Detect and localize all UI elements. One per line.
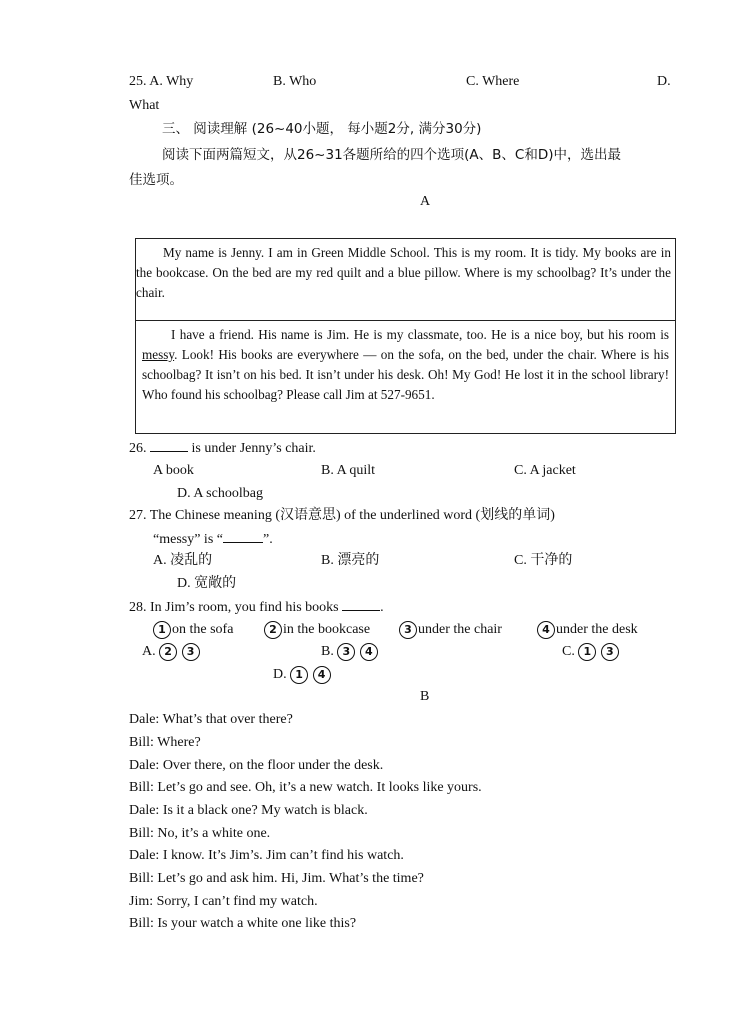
- q25-option-c: C. Where: [466, 74, 520, 89]
- q26-stem: [129, 439, 316, 458]
- option-label: B.: [321, 644, 334, 660]
- section-instruction-line2: 佳选项。: [129, 172, 183, 188]
- q28-item-4: [537, 621, 638, 639]
- circled-number: 1: [153, 621, 171, 639]
- q28-option-d: [273, 666, 332, 684]
- q25-option-b: B. Who: [273, 74, 317, 89]
- section-heading: 三、 阅读理解 (26~40小题， 每小题2分, 满分30分): [162, 121, 482, 137]
- circled-number: 1: [578, 643, 596, 661]
- q28-item-text: under the chair: [418, 622, 502, 638]
- passage-a-box: [135, 238, 676, 434]
- dialogue-line: Jim: Sorry, I can’t find my watch.: [129, 894, 318, 909]
- dialogue-line: Bill: No, it’s a white one.: [129, 826, 271, 841]
- circled-number: 2: [264, 621, 282, 639]
- dialogue-line: Bill: Is your watch a white one like this?: [129, 916, 357, 931]
- q25-number: 25.: [129, 74, 147, 89]
- dialogue-line: Dale: What’s that over there?: [129, 712, 293, 727]
- q27-option-d: D. 宽敞的: [177, 576, 237, 591]
- q27-stem-continued: [153, 530, 273, 549]
- q28-option-c: [562, 643, 620, 661]
- q28-item-3: [399, 621, 502, 639]
- option-label: C.: [562, 644, 575, 660]
- q28-item-text: on the sofa: [172, 622, 234, 638]
- q28-item-text: in the bookcase: [283, 622, 371, 638]
- q28-item-2: [264, 621, 370, 639]
- circled-number: 4: [537, 621, 555, 639]
- passage-a-paragraph-1: My name is Jenny. I am in Green Middle School. This is my room. It is tidy. My books are in the bookcase. On the bed are my red quilt and a blue pillow. Where is my schoolbag? It’s under the chair.: [136, 245, 671, 300]
- dialogue-line: Bill: Let’s go and ask him. Hi, Jim. What’s the time?: [129, 871, 424, 886]
- paragraph-2-start: I have a friend. His name is Jim. He is my classmate, too. He is a nice boy, but his room is: [171, 327, 669, 342]
- q28-stem: [129, 598, 384, 617]
- dialogue-line: Bill: Let’s go and see. Oh, it’s a new watch. It looks like yours.: [129, 780, 482, 795]
- dialogue-line: Dale: Over there, on the floor under the desk.: [129, 758, 384, 773]
- q27-option-c: C. 干净的: [514, 553, 573, 568]
- underlined-word-messy: messy: [142, 347, 175, 362]
- answer-blank: [223, 530, 263, 543]
- circled-number: 4: [360, 643, 378, 661]
- paragraph-2-end: . Look! His books are everywhere — on the sofa, on the bed, under the chair. Where is his schoolbag? It isn’t on his bed. It isn’t under his desk. Oh! My God! He lost it in the school library! Who found his schoolbag? Please call Jim at 527-9651.: [142, 347, 669, 402]
- q28-stem-end: .: [380, 600, 384, 615]
- q28-option-b: [321, 643, 379, 661]
- circled-number: 3: [182, 643, 200, 661]
- q26-number: 26.: [129, 441, 147, 456]
- q26-option-c: C. A jacket: [514, 463, 576, 478]
- passage-b-label: B: [420, 689, 430, 704]
- circled-number: 2: [159, 643, 177, 661]
- circled-number: 4: [313, 666, 331, 684]
- passage-a-paragraph-2: [142, 325, 669, 405]
- q28-item-1: [153, 621, 233, 639]
- q27-option-a: A. 凌乱的: [153, 553, 213, 568]
- q25-option-d-text: What: [129, 98, 160, 113]
- q27-stem: 27. The Chinese meaning (汉语意思) of the underlined word (划线的单词): [129, 508, 555, 523]
- passage-divider: [136, 320, 675, 321]
- q28-option-a: [142, 643, 201, 661]
- q27-stem-start: “messy” is “: [153, 532, 223, 547]
- answer-blank: [150, 439, 188, 452]
- section-instruction-line1: 阅读下面两篇短文，从26~31各题所给的四个选项(A、B、C和D)中，选出最: [162, 147, 622, 163]
- q25-option-a: [129, 73, 193, 91]
- q27-stem-end: ”.: [262, 532, 273, 547]
- passage-a-label: A: [420, 194, 431, 209]
- q28-item-text: under the desk: [556, 622, 638, 638]
- q25-option-d-label: D.: [657, 74, 671, 89]
- circled-number: 3: [337, 643, 355, 661]
- circled-number: 1: [290, 666, 308, 684]
- answer-blank: [342, 598, 380, 611]
- q26-option-d: D. A schoolbag: [177, 486, 263, 501]
- q27-option-b: B. 漂亮的: [321, 553, 380, 568]
- option-label: D.: [273, 667, 287, 683]
- q26-option-a: A book: [153, 463, 194, 478]
- dialogue-line: Dale: I know. It’s Jim’s. Jim can’t find his watch.: [129, 848, 404, 863]
- dialogue-line: Bill: Where?: [129, 735, 201, 750]
- q28-stem-text: 28. In Jim’s room, you find his books: [129, 600, 339, 615]
- q26-stem-text: is under Jenny’s chair.: [191, 441, 316, 456]
- circled-number: 3: [399, 621, 417, 639]
- dialogue-line: Dale: Is it a black one? My watch is black.: [129, 803, 368, 818]
- option-label: A.: [142, 644, 156, 660]
- q25-option-a-text: A. Why: [149, 74, 194, 89]
- q26-option-b: B. A quilt: [321, 463, 376, 478]
- circled-number: 3: [601, 643, 619, 661]
